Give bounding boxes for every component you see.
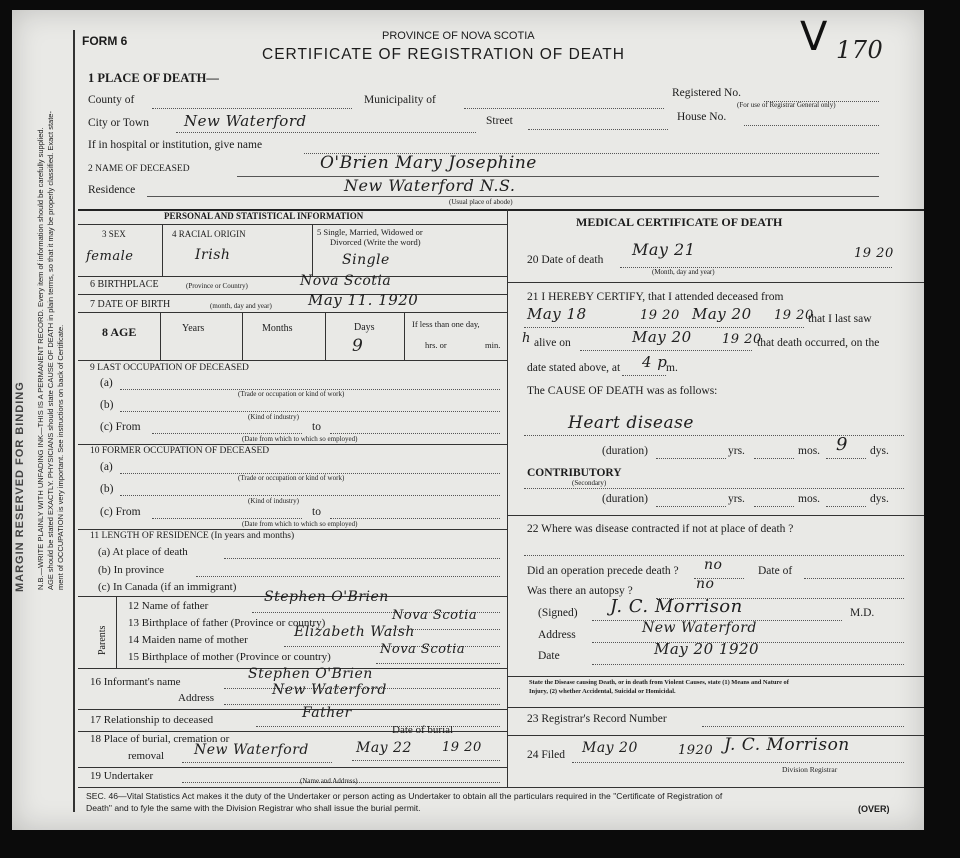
mother-birth-label: 15 Birthplace of mother (Province or country) [128,651,331,663]
age-label: 8 AGE [102,325,137,339]
registrar-signature: J. C. Morrison [724,735,850,755]
burial-label-2: removal [128,750,165,762]
autopsy-label: Was there an autopsy ? [527,585,633,597]
contributory-line [524,488,904,489]
attended-to-year: 19 20 [774,308,814,323]
deceased-name-label: 2 NAME OF DECEASED [88,164,190,174]
cause-label: The CAUSE OF DEATH was as follows: [527,385,718,397]
alive-value: May 20 [632,328,692,346]
place-heading: 1 PLACE OF DEATH— [88,71,219,85]
contributory-label: CONTRIBUTORY [527,467,622,479]
footer-text-2: Death" and to fyle the same with the Division Registrar who shall issue the burial permit. [86,803,421,813]
residence-length-c: (c) In Canada (if an immigrant) [98,581,237,593]
province-title: PROVINCE OF NOVA SCOTIA [382,30,535,42]
burial-value: New Waterford [194,742,309,758]
last-occ-trade-note: (Trade or occupation or kind of work) [238,390,345,398]
months-label: Months [262,323,293,334]
alive-label: alive on [534,337,571,349]
death-occurred-label: that death occurred, on the [757,337,880,349]
residence-label: Residence [88,184,136,196]
row-rule-3 [78,312,507,313]
margin-rule [73,30,75,812]
hospital-label: If in hospital or institution, give name [88,139,263,151]
residence-length-a-line [224,558,500,559]
violent-note-1: State the Disease causing Death, or in death from Violent Causes, state (1) Means and Nature of [529,679,789,686]
mos-value: 9 [836,434,848,455]
form-number: FORM 6 [82,34,128,48]
burial-date-line [352,760,500,761]
last-occ-a: (a) [100,377,113,389]
cause-value: Heart disease [568,413,694,433]
duration-line-1 [656,458,726,459]
burial-label-1: 18 Place of burial, cremation or [90,733,230,745]
yrs-line-1 [754,458,794,459]
informant-address-line [224,704,500,705]
alive-prefix: h [522,331,531,346]
last-occ-to: to [312,421,321,433]
duration-label-1: (duration) [602,445,648,457]
dob-note: (month, day and year) [210,302,272,310]
informant-label: 16 Informant's name [90,676,181,688]
city-value: New Waterford [184,112,307,130]
row-rule-4 [78,360,507,361]
house-line [744,125,879,126]
contracted-label: 22 Where was disease contracted if not at place of death ? [527,523,794,535]
last-occ-to-line [330,433,500,434]
last-occ-dates-note: (Date from which to which so employed) [242,435,358,443]
father-label: 12 Name of father [128,600,209,612]
hrs-label: hrs. or [425,340,447,350]
last-saw-label: that I last saw [808,313,872,325]
residence-value: New Waterford N.S. [344,176,516,195]
former-occ-to: to [312,506,321,518]
age-divider-1 [160,312,161,360]
personal-heading-rule [78,224,507,225]
deceased-name-value: O'Brien Mary Josephine [320,153,537,173]
relationship-label: 17 Relationship to deceased [90,714,214,726]
father-value: Stephen O'Brien [264,589,389,605]
attended-from: May 18 [527,305,587,323]
autopsy-value: no [696,576,715,592]
years-label: Years [182,323,205,334]
burial-date-value: May 22 [356,740,412,756]
date-of-line [804,578,904,579]
days-value: 9 [352,336,364,356]
attended-from-year: 19 20 [640,308,680,323]
death-date-note: (Month, day and year) [652,268,715,276]
med-date-label: Date [538,650,560,662]
dob-label: 7 DATE OF BIRTH [90,299,171,310]
file-number: 170 [836,36,884,64]
mos-label-2: mos. [798,493,821,505]
medical-rule-3 [507,676,924,677]
yrs-line-2 [754,506,794,507]
dys-label-2: dys. [870,493,889,505]
death-date-value: May 21 [632,240,696,259]
age-divider-3 [325,312,326,360]
burial-year: 19 20 [442,740,482,755]
row-rule-2 [78,294,507,295]
row-rule-5 [78,444,507,445]
birthplace-value: Nova Scotia [300,273,392,289]
footer-over: (OVER) [858,804,890,814]
burial-line [182,762,332,763]
mos-line-1 [826,458,866,459]
former-occ-b-line [120,495,500,496]
death-year-value: 19 20 [854,246,894,261]
status-value: Single [342,252,390,268]
signed-value: J. C. Morrison [610,596,743,617]
county-label: County of [88,94,135,106]
m-label: m. [666,362,678,374]
date-of-label: Date of [758,565,793,577]
status-label-1: 5 Single, Married, Widowed or [317,227,423,237]
med-date-line [592,664,904,665]
former-occupation-heading: 10 FORMER OCCUPATION OF DECEASED [90,446,270,456]
informant-value: Stephen O'Brien [248,666,373,682]
registrar-record-label: 23 Registrar's Record Number [527,713,667,725]
medical-rule-4 [507,707,924,708]
former-occ-from: (c) From [100,506,141,518]
parents-divider [116,596,117,668]
sex-divider [162,224,163,276]
med-date-value: May 20 1920 [654,640,760,658]
margin-note-line-1: N.B.—WRITE PLAINLY WITH UNFADING INK—THIS IS A PERMANENT RECORD. Every item of information should be carefully supplied. [36,127,45,590]
row-rule-11 [78,767,507,768]
relationship-value: Father [302,705,352,721]
age-divider-4 [404,312,405,360]
footer-text-1: SEC. 46—Vital Statistics Act makes it the duty of the Undertaker or person acting as Undertaker to obtain all the particulars required in the "Certificate of Registration of [86,791,723,801]
duration-line-2 [656,506,726,507]
informant-address-label: Address [178,692,215,704]
alive-year: 19 20 [722,332,762,347]
mother-label: 14 Maiden name of mother [128,634,248,646]
dys-label-1: dys. [870,445,889,457]
certificate-page [12,10,924,830]
secondary-note: (Secondary) [572,479,607,487]
last-occ-from-line [152,433,302,434]
former-occ-trade-note: (Trade or occupation or kind of work) [238,474,345,482]
burial-date-label: Date of burial [392,724,454,736]
last-occ-industry-note: (Kind of industry) [248,413,299,421]
registrar-record-line [702,726,904,727]
mos-line-2 [826,506,866,507]
former-occ-b: (b) [100,483,114,495]
operation-label: Did an operation precede death ? [527,565,679,577]
abode-note: (Usual place of abode) [449,198,513,206]
origin-divider [312,224,313,276]
birthplace-note: (Province or Country) [186,282,248,290]
violent-note-2: Injury, (2) whether Accidental, Suicidal or Homicidal. [529,688,676,695]
parents-side-label: Parents [97,625,108,655]
former-occ-to-line [330,518,500,519]
birthplace-label: 6 BIRTHPLACE [90,279,159,290]
margin-note [36,111,66,590]
row-rule-1 [78,276,507,277]
street-line [528,129,668,130]
dob-value: May 11. 1920 [308,291,419,309]
father-birth-value: Nova Scotia [392,608,478,623]
md-label: M.D. [850,607,875,619]
sex-label: 3 SEX [102,229,126,239]
origin-value: Irish [195,247,231,263]
contracted-line [524,555,904,556]
father-birth-label: 13 Birthplace of father (Province or country) [128,617,326,629]
attended-to: May 20 [692,305,752,323]
last-occ-from: (c) From [100,421,141,433]
row-rule-6 [78,529,507,530]
municipality-label: Municipality of [364,94,436,106]
death-date-label: 20 Date of death [527,254,604,266]
yrs-label-2: yrs. [728,493,745,505]
mother-value: Elizabeth Walsh [294,624,415,640]
deceased-name-line [237,176,879,177]
signed-label: (Signed) [538,607,578,619]
margin-reserved-label: MARGIN RESERVED FOR BINDING [14,381,26,592]
former-occ-a: (a) [100,461,113,473]
medical-rule-2 [507,515,924,516]
date-stated-label: date stated above, at [527,362,621,374]
mother-birth-value: Nova Scotia [380,642,466,657]
municipality-line [464,108,664,109]
filed-label: 24 Filed [527,749,566,761]
filed-year: 1920 [678,743,714,758]
personal-heading: PERSONAL AND STATISTICAL INFORMATION [164,211,364,221]
street-label: Street [486,115,513,127]
duration-label-2: (duration) [602,493,648,505]
mos-label-1: mos. [798,445,821,457]
filed-value: May 20 [582,740,638,756]
operation-value: no [704,557,723,573]
registrar-note: (For use of Registrar General only) [737,101,836,109]
informant-address-value: New Waterford [272,682,387,698]
certificate-title: CERTIFICATE OF REGISTRATION OF DEATH [262,46,625,63]
former-occ-industry-note: (Kind of industry) [248,497,299,505]
less-day-label: If less than one day, [412,319,480,329]
residence-line [147,196,879,197]
origin-label: 4 RACIAL ORIGIN [172,229,246,239]
undertaker-note: (Name and Address) [300,777,358,785]
medical-rule-1 [507,282,924,283]
margin-note-line-2: AGE should be stated EXACTLY. PHYSICIANS should state CAUSE OF DEATH in plain terms, so that it may be properly classified. Exact state- [46,111,55,590]
days-label: Days [354,322,375,333]
former-occ-dates-note: (Date from which to which so employed) [242,520,358,528]
sex-value: female [86,249,134,264]
last-occupation-heading: 9 LAST OCCUPATION OF DECEASED [90,363,249,373]
certify-label: 21 I HEREBY CERTIFY, that I attended deceased from [527,291,784,303]
medical-rule-5 [507,735,924,736]
medical-heading: MEDICAL CERTIFICATE OF DEATH [576,215,783,229]
margin-note-line-3: ment of OCCUPATION is very important. See instructions on back of Certificate. [56,324,65,590]
county-line [152,108,352,109]
city-label: City or Town [88,117,149,129]
residence-length-heading: 11 LENGTH OF RESIDENCE (In years and months) [90,531,295,541]
min-label: min. [485,340,501,350]
former-occ-from-line [152,518,302,519]
mother-birth-line [376,663,500,664]
residence-length-b: (b) In province [98,564,164,576]
table-bottom-rule [78,787,924,788]
relationship-line [256,726,500,727]
med-address-value: New Waterford [642,620,757,636]
med-address-label: Address [538,629,576,641]
division-note: Division Registrar [782,765,838,774]
table-center-rule [507,209,508,787]
city-line [176,132,476,133]
residence-length-a: (a) At place of death [98,546,188,558]
yrs-label-1: yrs. [728,445,745,457]
filed-line [572,762,904,763]
residence-length-b-line [196,576,500,577]
last-occ-b: (b) [100,399,114,411]
last-occ-b-line [120,411,500,412]
file-mark: V [800,14,828,60]
registered-label: Registered No. [672,87,741,99]
status-label-2: Divorced (Write the word) [330,237,421,247]
time-line [622,375,666,376]
undertaker-label: 19 Undertaker [90,770,154,782]
age-divider-2 [242,312,243,360]
house-label: House No. [677,111,727,123]
row-rule-9 [78,709,507,710]
alive-line [580,350,752,351]
death-time-value: 4 p [642,353,668,371]
